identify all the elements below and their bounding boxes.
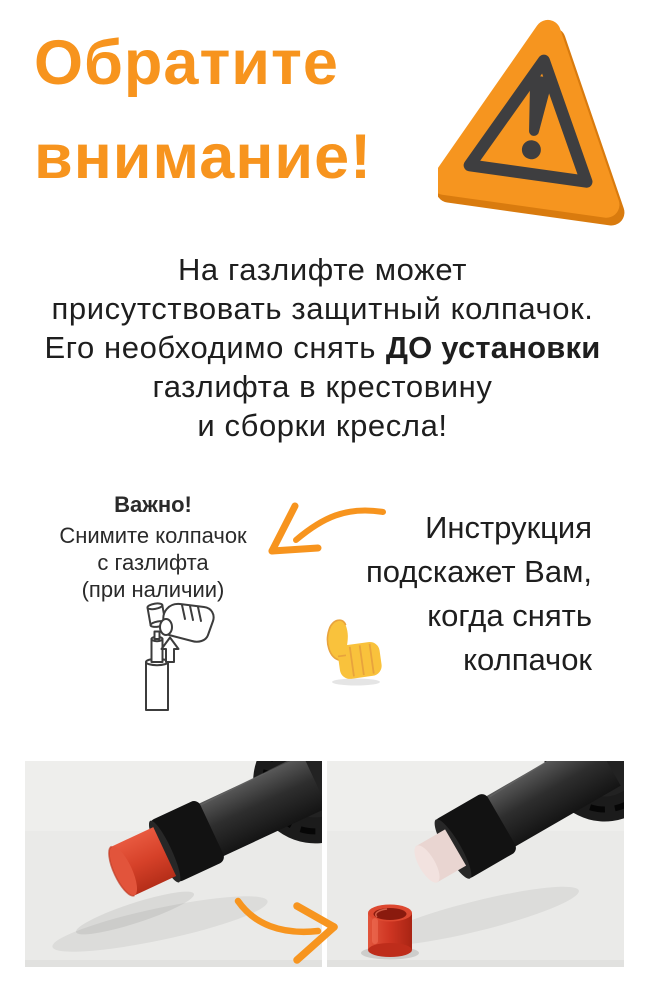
important-title: Важно! [114, 492, 192, 517]
notice-paragraph [0, 250, 645, 445]
thumbs-up-icon [322, 608, 388, 686]
notice-line3-regular: Его необходимо снять [44, 330, 376, 365]
instruction-line: подскажет Вам, [365, 554, 592, 589]
remove-cap-illustration [138, 599, 222, 715]
instruction-line: Инструкция [425, 510, 592, 545]
notice-line: присутствовать защитный колпачок. [51, 291, 594, 326]
curved-arrow-right-icon [226, 892, 344, 968]
notice-line3-bold: ДО установки [385, 330, 601, 365]
instruction-line: когда снять [427, 598, 592, 633]
page-title-line2: внимание! [34, 122, 373, 192]
notice-line: На газлифте может [177, 252, 468, 287]
notice-line [0, 328, 645, 367]
notice-line: газлифта в крестовину [152, 369, 493, 404]
red-protective-cap [361, 905, 419, 960]
warning-triangle-icon [438, 18, 630, 230]
gas-lift-photo-cap-off [327, 761, 624, 967]
important-line: Снимите колпачок [59, 523, 247, 548]
page-title [34, 16, 372, 204]
instruction-line: колпачок [463, 642, 592, 677]
important-line: (при наличии) [81, 577, 225, 602]
important-line: с газлифта [97, 550, 209, 575]
notice-line: и сборки кресла! [197, 408, 448, 443]
instruction-note [262, 506, 592, 682]
important-note [28, 492, 278, 603]
page-title-line1: Обратите [34, 28, 339, 98]
